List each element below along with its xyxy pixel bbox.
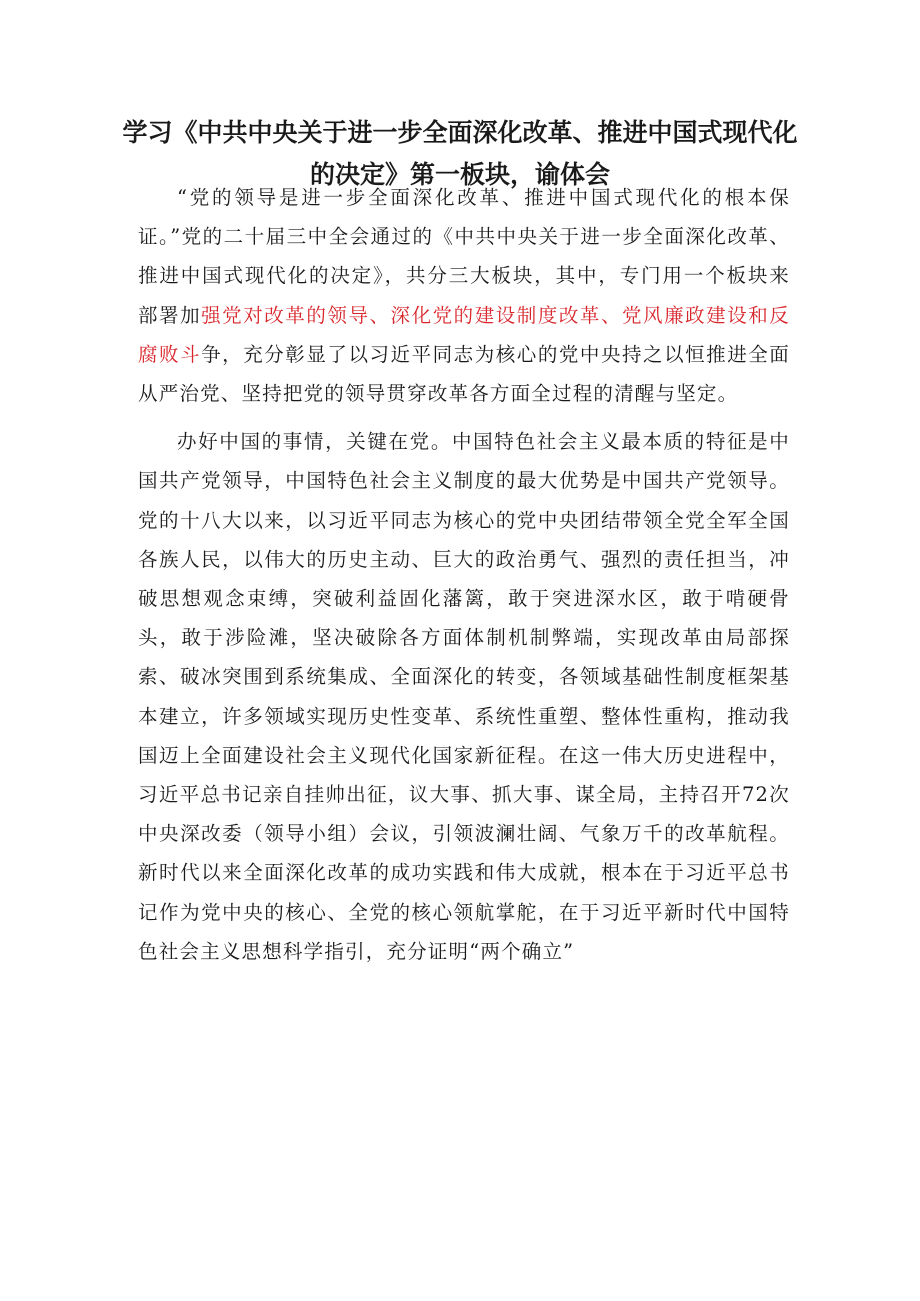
title-line-1: 学习《中共中央关于进一步全面深化改革、推进中国式现代化 (122, 118, 798, 147)
paragraph-1 (138, 178, 790, 413)
paragraph-1-highlight: 强党对改革的领导、深化党的建设制度改革、党风廉政建设和反腐败斗 (138, 303, 790, 366)
paragraph-1-text-end: 争，充分彰显了以习近平同志为核心的党中央持之以恒推进全面从严治党、坚持把党的领导贯穿改革各方面全过程的清醒与坚定。 (138, 342, 790, 406)
title-line-2: 的决定》第一板块，谕体会 (309, 160, 610, 189)
paragraph-2: 办好中国的事情，关键在党。中国特色社会主义最本质的特征是中国共产党领导，中国特色社会主义制度的最大优势是中国共产党领导。党的十八大以来，以习近平同志为核心的党中央团结带领全党全军全国各族人民，以伟大的历史主动、巨大的政治勇气、强烈的责任担当，冲破思想观念束缚，突破利益固化藩篱，敢于突进深水区，敢于啃硬骨头，敢于涉险滩，坚决破除各方面体制机制弊端，实现改革由局部探索、破冰突围到系统集成、全面深化的转变，各领域基础性制度框架基本建立，许多领域实现历史性变革、系统性重塑、整体性重构，推动我国迈上全面建设社会主义现代化国家新征程。在这一伟大历史进程中，习近平总书记亲自挂帅出征，议大事、抓大事、谋全局，主持召开72次中央深改委（领导小组）会议，引领波澜壮阔、气象万千的改革航程。新时代以来全面深化改革的成功实践和伟大成就，根本在于习近平总书记作为党中央的核心、全党的核心领航掌舵，在于习近平新时代中国特色社会主义思想科学指引，充分证明“两个确立” (138, 430, 790, 963)
document-body (138, 178, 790, 980)
paragraph-1-text-start: “党的领导是进一步全面深化改革、推进中国式现代化的根本保证。”党的二十届三中全会通过的《中共中央关于进一步全面深化改革、推进中国式现代化的决定》，共分三大板块，其中，专门用一个板块来部署加 (138, 186, 790, 327)
